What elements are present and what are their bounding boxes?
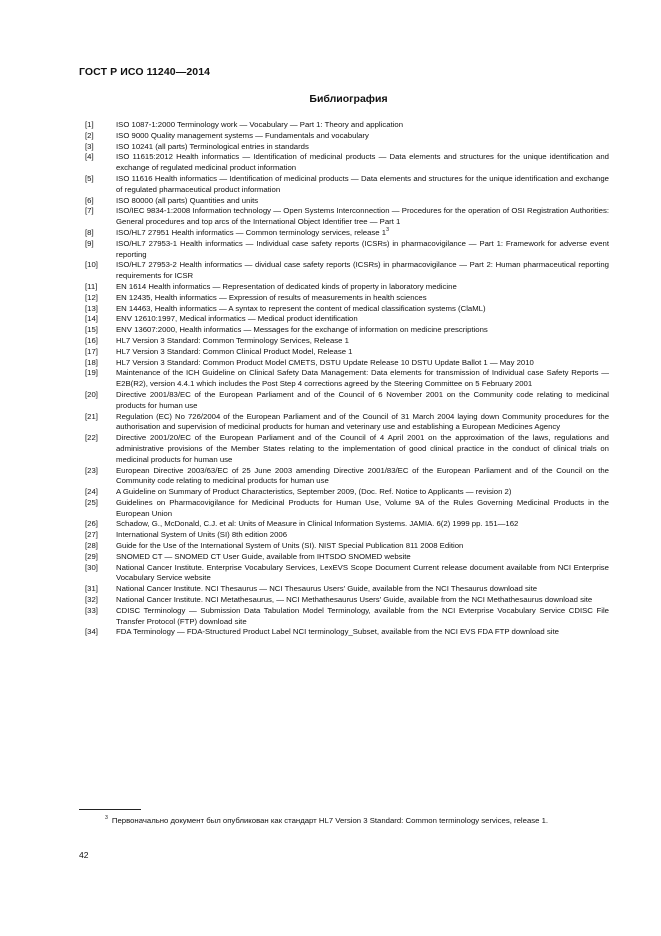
- reference-number: [15]: [85, 325, 98, 335]
- reference-item: [85, 174, 609, 196]
- reference-text-body: International System of Units (SI) 8th edition 2006: [116, 530, 288, 540]
- reference-number: [3]: [85, 141, 94, 151]
- reference-number: [11]: [85, 281, 98, 291]
- reference-text: [116, 120, 609, 131]
- reference-text: [116, 325, 609, 336]
- footnote-marker: 3: [105, 815, 108, 821]
- reference-number: [2]: [85, 130, 94, 140]
- reference-item: [85, 552, 609, 563]
- reference-text-body: Maintenance of the ICH Guideline on Clinical Safety Data Management: Data elements for transmission of Individual case Safety Reports — E2B(R2), version 4.4.1 which includes the Post Step 4 corrections agreed by the Steering Committee on 5 February 2001: [116, 368, 609, 389]
- reference-number: [19]: [85, 368, 98, 378]
- reference-text-body: National Cancer Institute. Enterprise Vocabulary Services, LexEVS Scope Document Current release document available from NCI Enterprise Vocabulary Service website: [116, 562, 609, 583]
- reference-item: [85, 433, 609, 465]
- reference-text-body: ISO 10241 (all parts) Terminological entries in standards: [116, 141, 309, 151]
- reference-item: [85, 120, 609, 131]
- reference-text-body: FDA Terminology — FDA-Structured Product Label NCI terminology_Subset, available from the NCI EVS FDA FTP download site: [116, 627, 559, 637]
- reference-text: [116, 606, 609, 628]
- reference-number: [21]: [85, 411, 98, 421]
- reference-number: [7]: [85, 206, 94, 216]
- reference-text-body: European Directive 2003/63/EC of 25 June 2003 amending Directive 2001/83/EC of the European Parliament and of the Council on the Community code relating to medicinal products for human use: [116, 465, 609, 486]
- reference-item: [85, 260, 609, 282]
- reference-text: [116, 239, 609, 261]
- reference-text-body: A Guideline on Summary of Product Characteristics, September 2009, (Doc. Ref. Notice to Applicants — revision 2): [116, 487, 512, 497]
- reference-text-body: National Cancer Institute. NCI Thesaurus — NCI Thesaurus Users' Guide, available from the NCI Thesaurus download site: [116, 584, 538, 594]
- reference-item: [85, 142, 609, 153]
- reference-text: [116, 390, 609, 412]
- reference-text-body: National Cancer Institute. NCI Metathesaurus, — NCI Methathesaurus Users' Guide, available from the NCI Methathesaurus download site: [116, 595, 593, 605]
- reference-item: [85, 304, 609, 315]
- reference-item: [85, 358, 609, 369]
- reference-number: [10]: [85, 260, 98, 270]
- reference-number: [29]: [85, 551, 98, 561]
- reference-text-body: HL7 Version 3 Standard: Common Product Model CMETS, DSTU Update Release 10 DSTU Update Ballot 1 — May 2010: [116, 357, 534, 367]
- reference-text: [116, 595, 609, 606]
- reference-number: [5]: [85, 173, 94, 183]
- footnote-text: Первоначально документ был опубликован как стандарт HL7 Version 3 Standard: Common terminology services, release 1.: [111, 816, 549, 825]
- reference-number: [32]: [85, 595, 98, 605]
- reference-number: [25]: [85, 497, 98, 507]
- reference-item: [85, 563, 609, 585]
- reference-item: [85, 131, 609, 142]
- reference-text: [116, 627, 609, 638]
- reference-text-body: ISO 1087-1:2000 Terminology work — Vocabulary — Part 1: Theory and application: [116, 120, 404, 129]
- reference-number: [8]: [85, 227, 94, 237]
- reference-text: [116, 196, 609, 207]
- footnote-reference-marker: 3: [386, 226, 389, 233]
- reference-text-body: Guide for the Use of the International System of Units (SI). NIST Special Publication 811 2008 Edition: [116, 541, 464, 551]
- reference-text-body: CDISC Terminology — Submission Data Tabulation Model Terminology, available from the NCI Evterprise Vocabulary Service CDISC File Transfer Protocol (FTP) download site: [116, 605, 609, 626]
- reference-text-body: EN 12435, Health informatics — Expression of results of measurements in health sciences: [116, 292, 427, 302]
- reference-number: [23]: [85, 465, 98, 475]
- reference-text-body: ISO/HL7 27951 Health informatics — Common terminology services, release 1: [116, 227, 387, 237]
- reference-number: [1]: [85, 120, 94, 129]
- reference-text-body: ISO 80000 (all parts) Quantities and units: [116, 195, 259, 205]
- reference-item: [85, 530, 609, 541]
- reference-number: [20]: [85, 389, 98, 399]
- reference-text: [116, 433, 609, 465]
- reference-text: [116, 347, 609, 358]
- reference-text: [116, 336, 609, 347]
- reference-text: [116, 314, 609, 325]
- reference-item: [85, 336, 609, 347]
- reference-number: [6]: [85, 195, 94, 205]
- reference-number: [33]: [85, 605, 98, 615]
- reference-text: [116, 131, 609, 142]
- reference-number: [26]: [85, 519, 98, 529]
- reference-item: [85, 606, 609, 628]
- reference-number: [4]: [85, 152, 94, 162]
- reference-text: [116, 412, 609, 434]
- reference-item: [85, 627, 609, 638]
- reference-text-body: EN 1614 Health informatics — Representation of dedicated kinds of property in laboratory medicine: [116, 281, 457, 291]
- reference-item: [85, 314, 609, 325]
- reference-text: [116, 282, 609, 293]
- reference-text-body: Schadow, G., McDonald, C.J. et al: Units of Measure in Clinical Information Systems. JAMIA. 6(2) 1999 pp. 151—162: [116, 519, 519, 529]
- reference-text-body: ENV 13607:2000, Health informatics — Messages for the exchange of information on medicine prescriptions: [116, 325, 488, 335]
- reference-text-body: ISO/IEC 9834-1:2008 Information technology — Open Systems Interconnection — Procedures for the operation of OSI Registration Authorities: General procedures and top arcs of the International Object Identifier tree — Part 1: [116, 206, 609, 227]
- reference-number: [9]: [85, 238, 94, 248]
- reference-item: [85, 152, 609, 174]
- reference-item: [85, 239, 609, 261]
- reference-text: [116, 487, 609, 498]
- reference-text: [116, 584, 609, 595]
- reference-item: [85, 584, 609, 595]
- reference-text: [116, 174, 609, 196]
- reference-item: [85, 541, 609, 552]
- reference-number: [30]: [85, 562, 98, 572]
- reference-item: [85, 487, 609, 498]
- reference-text-body: ISO 11616 Health informatics — Identification of medicinal products — Data elements and structures for the unique identification and exchange of regulated pharmaceutical product information: [116, 173, 609, 194]
- reference-number: [27]: [85, 530, 98, 540]
- reference-text-body: Directive 2001/83/EC of the European Parliament and of the Council of 6 November 2001 on the Community code relating to medicinal products for human use: [116, 389, 609, 410]
- reference-text: [116, 358, 609, 369]
- reference-text: [116, 228, 609, 239]
- reference-number: [34]: [85, 627, 98, 637]
- reference-number: [22]: [85, 433, 98, 443]
- document-code: ГОСТ Р ИСО 11240—2014: [79, 66, 211, 78]
- reference-text-body: Guidelines on Pharmacovigilance for Medicinal Products for Human Use, Volume 9A of the Rules Governing Medicinal Products in the European Union: [116, 497, 609, 518]
- reference-text: [116, 519, 609, 530]
- reference-number: [17]: [85, 346, 98, 356]
- reference-text: [116, 152, 609, 174]
- reference-text-body: ISO 9000 Quality management systems — Fundamentals and vocabulary: [116, 130, 369, 140]
- reference-number: [12]: [85, 292, 98, 302]
- reference-text: [116, 206, 609, 228]
- reference-text-body: HL7 Version 3 Standard: Common Terminology Services, Release 1: [116, 335, 349, 345]
- reference-number: [31]: [85, 584, 98, 594]
- reference-item: [85, 325, 609, 336]
- reference-number: [24]: [85, 487, 98, 497]
- reference-text: [116, 498, 609, 520]
- reference-text-body: Directive 2001/20/EC of the European Parliament and of the Council of 4 April 2001 on the approximation of the laws, regulations and administrative provisions of the Member States relating to the implementation of good clinical practice in the conduct of clinical trials on medicinal products for human use: [116, 433, 609, 464]
- reference-text-body: EN 14463, Health informatics — A syntax to represent the content of medical classification systems (ClaML): [116, 303, 486, 313]
- reference-text: [116, 541, 609, 552]
- reference-text: [116, 466, 609, 488]
- reference-item: [85, 228, 609, 239]
- reference-text-body: HL7 Version 3 Standard: Common Clinical Product Model, Release 1: [116, 346, 353, 356]
- reference-text: [116, 530, 609, 541]
- reference-item: [85, 282, 609, 293]
- reference-item: [85, 390, 609, 412]
- reference-text: [116, 304, 609, 315]
- reference-text: [116, 142, 609, 153]
- reference-text: [116, 552, 609, 563]
- reference-text-body: Regulation (EC) No 726/2004 of the European Parliament and of the Council of 31 March 2004 laying down Community procedures for the authorisation and supervision of medicinal products for human and veterinary use and establishing a European Medicines Agency: [116, 411, 609, 432]
- bibliography-title: Библиография: [309, 93, 388, 105]
- reference-item: [85, 412, 609, 434]
- reference-number: [14]: [85, 314, 98, 324]
- reference-text-body: ISO/HL7 27953-1 Health informatics — Individual case safety reports (ICSRs) in pharmacovigilance — Part 1: Framework for adverse event reporting: [116, 238, 609, 259]
- reference-item: [85, 595, 609, 606]
- reference-item: [85, 519, 609, 530]
- reference-item: [85, 196, 609, 207]
- reference-list: [85, 120, 609, 638]
- reference-item: [85, 498, 609, 520]
- reference-text-body: SNOMED CT — SNOMED CT User Guide, available from IHTSDO SNOMED website: [116, 551, 411, 561]
- reference-item: [85, 293, 609, 304]
- reference-item: [85, 347, 609, 358]
- reference-number: [18]: [85, 357, 98, 367]
- reference-text: [116, 293, 609, 304]
- footnote: [79, 815, 609, 826]
- reference-text: [116, 368, 609, 390]
- reference-number: [13]: [85, 303, 98, 313]
- reference-number: [28]: [85, 541, 98, 551]
- reference-text: [116, 563, 609, 585]
- reference-text-body: ISO/HL7 27953-2 Health informatics — dividual case safety reports (ICSRs) in pharmacovigilance — Part 2: Human pharmaceutical reporting requirements for ICSR: [116, 260, 609, 281]
- reference-number: [16]: [85, 335, 98, 345]
- reference-text-body: ISO 11615:2012 Health informatics — Identification of medicinal products — Data elements and structures for the unique identification and exchange of regulated medicinal product information: [116, 152, 609, 173]
- reference-text-body: ENV 12610:1997, Medical informatics — Medical product identification: [116, 314, 358, 324]
- footnote-divider: [79, 809, 141, 810]
- reference-item: [85, 368, 609, 390]
- reference-item: [85, 206, 609, 228]
- page-number: 42: [79, 850, 89, 860]
- reference-item: [85, 466, 609, 488]
- reference-text: [116, 260, 609, 282]
